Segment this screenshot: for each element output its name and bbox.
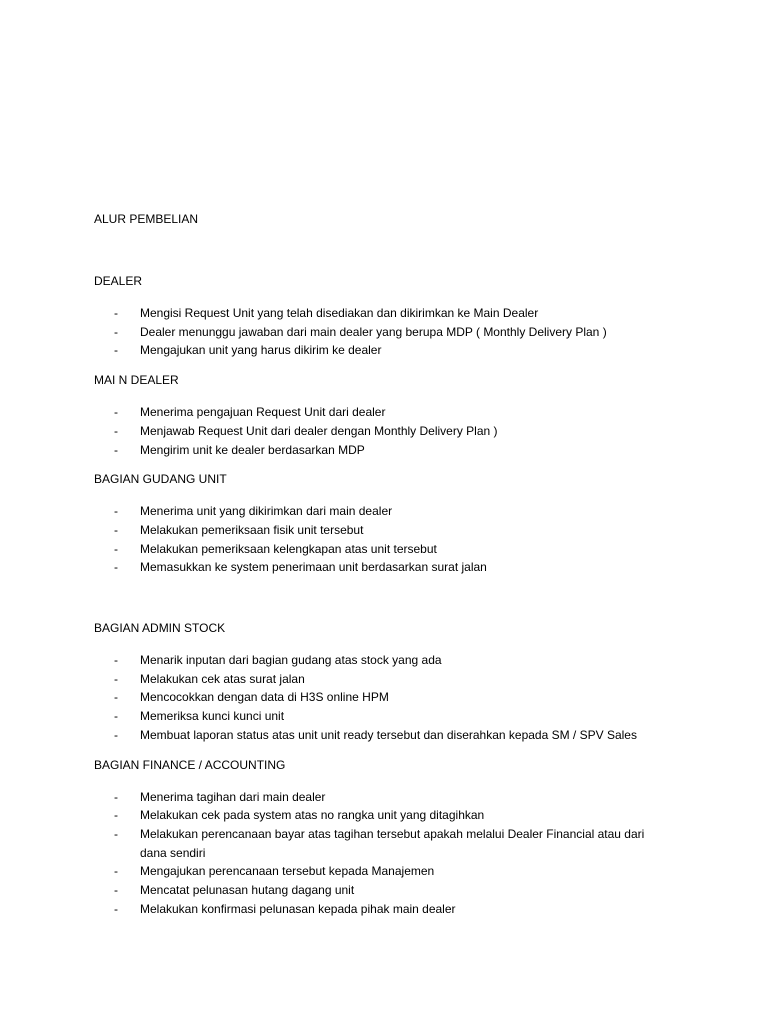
bullet-dash: - [114, 324, 118, 339]
list-item [94, 558, 734, 577]
list-item [94, 788, 734, 807]
list-item-text: Memasukkan ke system penerimaan unit berdasarkan surat jalan [140, 560, 487, 575]
bullet-dash: - [114, 405, 118, 420]
list-item [94, 688, 734, 707]
section-heading: MAI N DEALER [94, 373, 179, 388]
list-item [94, 323, 734, 342]
bullet-dash: - [114, 901, 118, 916]
list-item-text: Menerima pengajuan Request Unit dari dealer [140, 405, 386, 420]
list-item [94, 502, 734, 521]
list-item [94, 670, 734, 689]
bullet-dash: - [114, 653, 118, 668]
list-item-text: Melakukan pemeriksaan fisik unit tersebut [140, 522, 364, 537]
bullet-dash: - [114, 883, 118, 898]
bullet-dash: - [114, 442, 118, 457]
list-item [94, 825, 734, 862]
list-item-text: Dealer menunggu jawaban dari main dealer yang berupa MDP ( Monthly Delivery Plan ) [140, 324, 607, 339]
section-gudang-unit [94, 471, 734, 577]
list-item [94, 862, 734, 881]
bullet-dash: - [114, 522, 118, 537]
section-heading: BAGIAN ADMIN STOCK [94, 621, 226, 636]
list-item [94, 900, 734, 919]
list-item-text: Melakukan konfirmasi pelunasan kepada pihak main dealer [140, 901, 456, 916]
bullet-list [94, 651, 734, 745]
section-heading: DEALER [94, 274, 143, 288]
bullet-dash: - [114, 709, 118, 724]
list-item-text: Menarik inputan dari bagian gudang atas stock yang ada [140, 653, 442, 668]
list-item [94, 341, 734, 360]
list-item [94, 304, 734, 323]
bullet-dash: - [114, 671, 118, 686]
bullet-dash: - [114, 541, 118, 556]
list-item [94, 651, 734, 670]
list-item [94, 726, 734, 745]
list-item-text: Menerima unit yang dikirimkan dari main dealer [140, 504, 393, 519]
list-item-text: Mencatat pelunasan hutang dagang unit [140, 883, 355, 898]
bullet-dash: - [114, 343, 118, 358]
section-heading: BAGIAN GUDANG UNIT [94, 472, 227, 487]
list-item [94, 881, 734, 900]
bullet-dash: - [114, 727, 118, 742]
list-item [94, 422, 734, 441]
list-item [94, 806, 734, 825]
list-item [94, 707, 734, 726]
list-item-text: Mengajukan perencanaan tersebut kepada Manajemen [140, 864, 435, 879]
bullet-dash: - [114, 826, 118, 841]
section-dealer [94, 273, 734, 360]
bullet-list [94, 788, 734, 919]
list-item-text: Melakukan pemeriksaan kelengkapan atas unit tersebut [140, 541, 437, 556]
list-item [94, 403, 734, 422]
section-finance-accounting [94, 757, 734, 919]
list-item-text: Melakukan perencanaan bayar atas tagihan tersebut apakah melalui Dealer Financial atau dari dana sendiri [140, 826, 645, 860]
bullet-list [94, 304, 734, 360]
bullet-dash: - [114, 504, 118, 519]
list-item-text: Membuat laporan status atas unit unit ready tersebut dan diserahkan kepada SM / SPV Sales [140, 727, 637, 742]
list-item-text: Mencocokkan dengan data di H3S online HPM [140, 690, 389, 705]
section-main-dealer [94, 372, 734, 459]
bullet-dash: - [114, 306, 118, 320]
bullet-dash: - [114, 423, 118, 438]
bullet-dash: - [114, 560, 118, 575]
list-item-text: Menjawab Request Unit dari dealer dengan Monthly Delivery Plan ) [140, 423, 498, 438]
bullet-list [94, 502, 734, 577]
bullet-dash: - [114, 789, 118, 804]
list-item-text: Melakukan cek atas surat jalan [140, 671, 305, 686]
bullet-dash: - [114, 864, 118, 879]
bullet-dash: - [114, 808, 118, 823]
bullet-list [94, 403, 734, 459]
section-heading: BAGIAN FINANCE / ACCOUNTING [94, 757, 286, 772]
list-item-text: Mengirim unit ke dealer berdasarkan MDP [140, 442, 365, 457]
document-body [94, 211, 734, 918]
list-item [94, 441, 734, 460]
list-item [94, 521, 734, 540]
list-item-text: Melakukan cek pada system atas no rangka unit yang ditagihkan [140, 808, 485, 823]
list-item-text: Memeriksa kunci kunci unit [140, 709, 285, 724]
list-item [94, 540, 734, 559]
list-item-text: Mengajukan unit yang harus dikirim ke dealer [140, 343, 382, 358]
list-item-text: Mengisi Request Unit yang telah disediakan dan dikirimkan ke Main Dealer [140, 306, 539, 320]
list-item-text: Menerima tagihan dari main dealer [140, 789, 326, 804]
bullet-dash: - [114, 690, 118, 705]
section-admin-stock [94, 620, 734, 745]
document-title: ALUR PEMBELIAN [94, 212, 199, 226]
